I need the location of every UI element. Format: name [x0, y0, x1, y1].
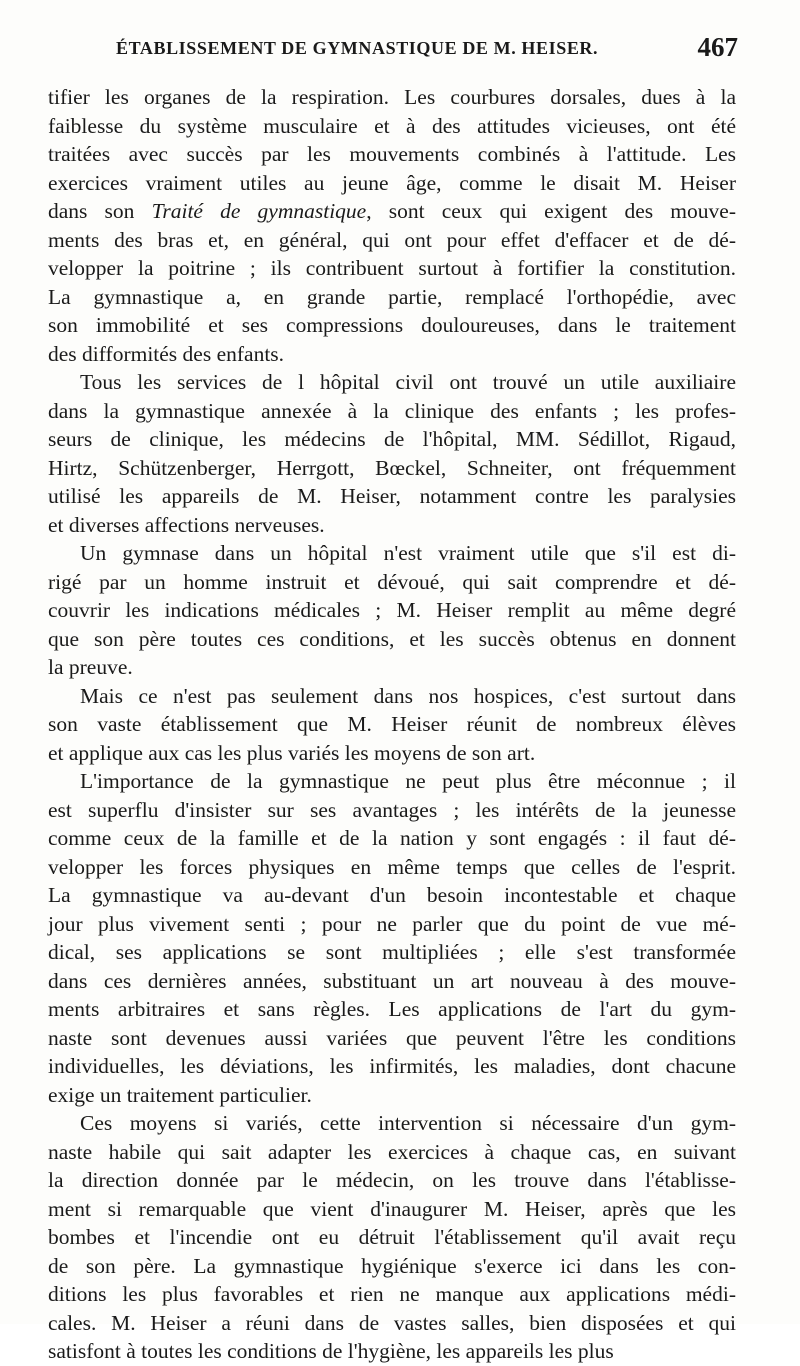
text-line: Hirtz, Schützenberger, Herrgott, Bœckel, Schneiter, ont fréquemment — [48, 455, 736, 480]
text-line: des difformités des enfants. — [48, 341, 285, 366]
text-line: de son père. La gymnastique hygiénique s'exerce ici dans les con- — [48, 1253, 736, 1278]
text-line: exercices vraiment utiles au jeune âge, comme le disait M. Heiser — [48, 170, 736, 195]
text-line: son immobilité et ses compressions douloureuses, dans le traitement — [48, 313, 736, 337]
text-line: velopper la poitrine ; ils contribuent surtout à fortifier la constitution. — [48, 256, 736, 280]
paragraph — [48, 83, 736, 368]
paragraph — [48, 539, 736, 682]
running-title: ÉTABLISSEMENT DE GYMNASTIQUE DE M. HEISER. — [116, 38, 599, 58]
running-head — [48, 32, 738, 66]
text-line: couvrir les indications médicales ; M. Heiser remplit au même degré — [48, 598, 736, 622]
text-line: velopper les forces physiques en même temps que celles de l'esprit. — [48, 854, 736, 879]
text-line: naste habile qui sait adapter les exercices à chaque cas, en suivant — [48, 1139, 736, 1164]
paragraph — [48, 368, 736, 539]
text-line: ditions les plus favorables et rien ne manque aux applications médi- — [48, 1282, 736, 1306]
body-text — [48, 83, 736, 1366]
text-line: L'importance de la gymnastique ne peut plus être méconnue ; il — [80, 769, 736, 793]
text-line: Ces moyens si variés, cette intervention si nécessaire d'un gym- — [80, 1111, 736, 1135]
text-line: individuelles, les déviations, les infirmités, les maladies, dont chacune — [48, 1054, 736, 1078]
text-line: dans ces dernières années, substituant un art nouveau à des mouve- — [48, 968, 736, 993]
text-line: ments des bras et, en général, qui ont pour effet d'effacer et de dé- — [48, 227, 736, 252]
text-line: que son père toutes ces conditions, et les succès obtenus en donnent — [48, 626, 736, 651]
text-line: la preuve. — [48, 655, 133, 679]
text-line: Un gymnase dans un hôpital n'est vraiment utile que s'il est di- — [80, 541, 736, 565]
text-line: et applique aux cas les plus variés les moyens de son art. — [48, 740, 536, 765]
text-line: comme ceux de la famille et de la nation y sont engagés : il faut dé- — [48, 826, 736, 850]
text-line: faiblesse du système musculaire et à des attitudes vicieuses, ont été — [48, 113, 736, 138]
text-line: exige un traitement particulier. — [48, 1082, 312, 1107]
text-line: satisfont à toutes les conditions de l'hygiène, les appareils les plus — [48, 1339, 614, 1363]
text-line: rigé par un homme instruit et dévoué, qui sait comprendre et dé- — [48, 569, 736, 594]
text-line: ment si remarquable que vient d'inaugurer M. Heiser, après que les — [48, 1196, 736, 1221]
text-line: ments arbitraires et sans règles. Les applications de l'art du gym- — [48, 997, 736, 1021]
text-line: cales. M. Heiser a réuni dans de vastes salles, bien disposées et qui — [48, 1310, 736, 1335]
paragraph — [48, 767, 736, 1109]
text-line: bombes et l'incendie ont eu détruit l'établissement qu'il avait reçu — [48, 1225, 736, 1249]
text-line: dans son Traité de gymnastique, sont ceux qui exigent des mouve- — [48, 199, 736, 223]
text-line: la direction donnée par le médecin, on les trouve dans l'établisse- — [48, 1168, 736, 1192]
text-line: naste sont devenues aussi variées que peuvent l'être les conditions — [48, 1025, 736, 1050]
text-line: est superflu d'insister sur ses avantages ; les intérêts de la jeunesse — [48, 797, 736, 822]
text-line: utilisé les appareils de M. Heiser, notamment contre les paralysies — [48, 484, 736, 508]
text-line: dical, ses applications se sont multipliées ; elle s'est transformée — [48, 940, 736, 964]
book-title: Traité de gymnastique — [151, 199, 367, 223]
text-line: jour plus vivement senti ; pour ne parler que du point de vue mé- — [48, 911, 736, 936]
text-line: et diverses affections nerveuses. — [48, 512, 325, 537]
text-line: seurs de clinique, les médecins de l'hôpital, MM. Sédillot, Rigaud, — [48, 427, 736, 451]
text-line: Tous les services de l hôpital civil ont trouvé un utile auxiliaire — [80, 370, 736, 394]
text-line: Mais ce n'est pas seulement dans nos hospices, c'est surtout dans — [80, 683, 736, 708]
paragraph — [48, 1109, 736, 1366]
page-number: 467 — [697, 32, 738, 62]
text-line: son vaste établissement que M. Heiser réunit de nombreux élèves — [48, 712, 736, 736]
paragraph — [48, 682, 736, 768]
text-line: tifier les organes de la respiration. Les courbures dorsales, dues à la — [48, 85, 736, 109]
text-line: La gymnastique a, en grande partie, remplacé l'orthopédie, avec — [48, 284, 736, 309]
text-line: dans la gymnastique annexée à la clinique des enfants ; les profes- — [48, 398, 736, 423]
text-line: traitées avec succès par les mouvements combinés à l'attitude. Les — [48, 142, 736, 166]
text-line: La gymnastique va au-devant d'un besoin incontestable et chaque — [48, 883, 736, 907]
